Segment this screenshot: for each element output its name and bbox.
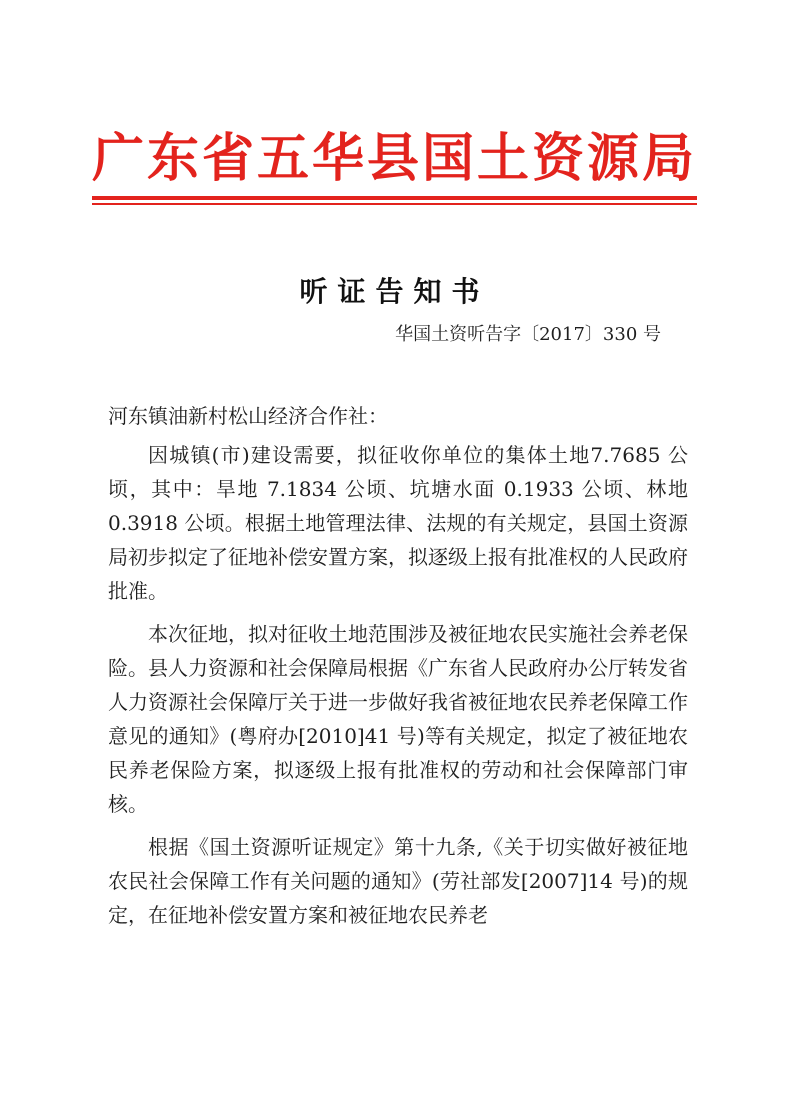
body-paragraph: 本次征地，拟对征收土地范围涉及被征地农民实施社会养老保险。县人力资源和社会保障局根据《广东省人民政府办公厅转发省人力资源社会保障厅关于进一步做好我省被征地农民养老保障工作意见的通知》(粤府办[2010]41 号)等有关规定，拟定了被征地农民养老保险方案，拟逐级上报有批准权的劳动和社会保障部门审核。 xyxy=(108,622,688,816)
letterhead-title: 广东省五华县国土资源局 xyxy=(92,128,698,189)
recipient-line: 河东镇油新村松山经济合作社： xyxy=(108,404,388,428)
body-paragraph: 因城镇(市)建设需要，拟征收你单位的集体土地7.7685 公顷，其中：旱地 7.1834 公顷、坑塘水面 0.1933 公顷、林地 0.3918 公顷。根据土地管理法律、法规的有关规定，县国土资源局初步拟定了征地补偿安置方案，拟逐级上报有批准权的人民政府批准。 xyxy=(108,443,688,603)
letterhead-rule-thick xyxy=(92,196,697,200)
notice-body xyxy=(108,438,688,941)
letterhead-rule-thin xyxy=(92,203,697,205)
notice-title: 听证告知书 xyxy=(299,275,490,308)
body-paragraph: 根据《国土资源听证规定》第十九条,《关于切实做好被征地农民社会保障工作有关问题的通知》(劳社部发[2007]14 号)的规定，在征地补偿安置方案和被征地农民养老 xyxy=(108,835,688,927)
document-number: 华国土资听告字〔2017〕330 号 xyxy=(395,324,661,345)
